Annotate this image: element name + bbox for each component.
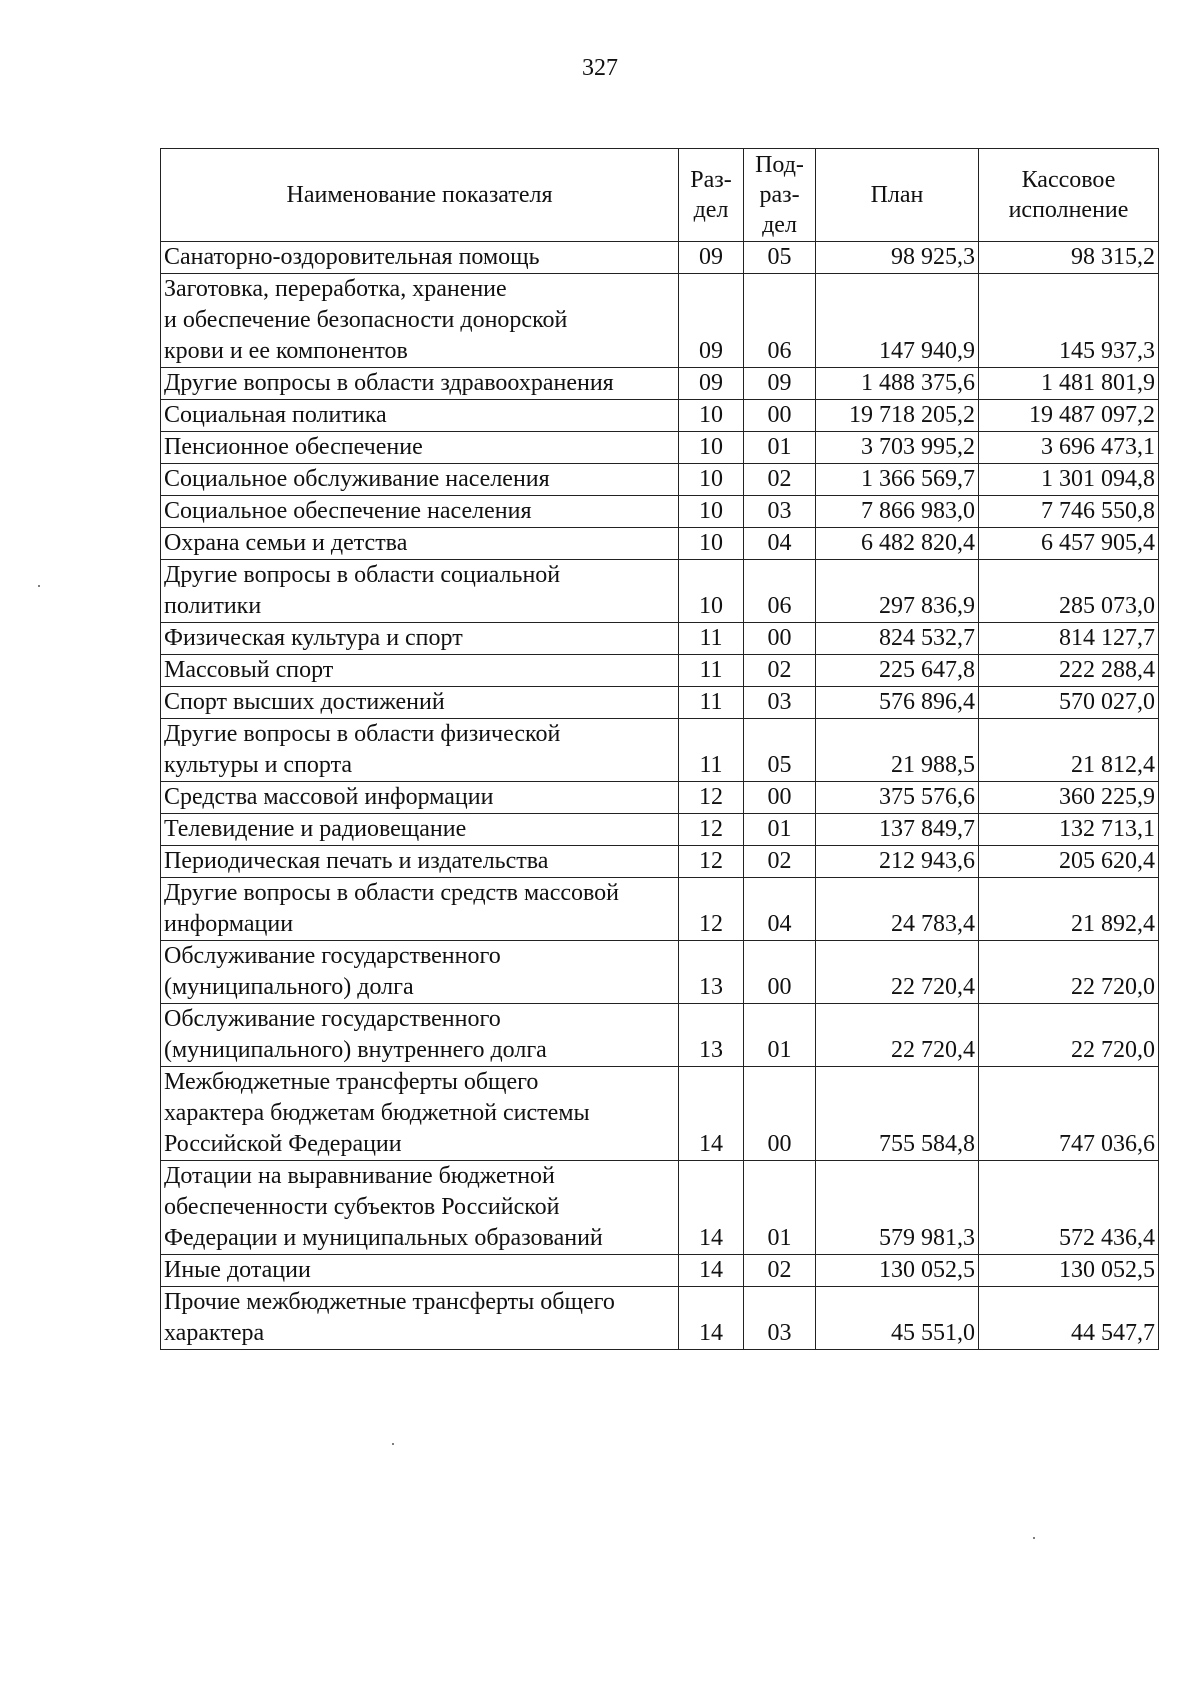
header-cash-execution: Кассовое исполнение	[979, 149, 1159, 242]
cell-plan: 22 720,4	[816, 1004, 979, 1067]
cell-section: 12	[679, 846, 744, 878]
cell-plan: 24 783,4	[816, 878, 979, 941]
table-row	[161, 464, 1159, 496]
cell-subsection: 06	[744, 274, 816, 368]
cell-section: 10	[679, 400, 744, 432]
cell-subsection: 02	[744, 464, 816, 496]
cell-subsection: 01	[744, 1004, 816, 1067]
cell-section: 10	[679, 560, 744, 623]
table-row	[161, 1004, 1159, 1067]
cell-subsection: 03	[744, 496, 816, 528]
cell-cash-execution: 570 027,0	[979, 687, 1159, 719]
cell-cash-execution: 22 720,0	[979, 941, 1159, 1004]
cell-section: 10	[679, 432, 744, 464]
cell-cash-execution: 98 315,2	[979, 242, 1159, 274]
table-row	[161, 623, 1159, 655]
cell-section: 11	[679, 655, 744, 687]
cell-subsection: 00	[744, 1067, 816, 1161]
cell-indicator-name: Другие вопросы в области здравоохранения	[161, 368, 679, 400]
cell-cash-execution: 7 746 550,8	[979, 496, 1159, 528]
cell-indicator-name: Иные дотации	[161, 1255, 679, 1287]
table-row	[161, 687, 1159, 719]
table-row	[161, 400, 1159, 432]
cell-section: 14	[679, 1067, 744, 1161]
cell-plan: 7 866 983,0	[816, 496, 979, 528]
cell-subsection: 00	[744, 941, 816, 1004]
table-header	[161, 149, 1159, 242]
cell-subsection: 00	[744, 782, 816, 814]
cell-subsection: 02	[744, 1255, 816, 1287]
cell-indicator-name: Социальное обеспечение населения	[161, 496, 679, 528]
cell-plan: 297 836,9	[816, 560, 979, 623]
scan-speck	[1033, 1537, 1035, 1539]
budget-table	[160, 148, 1159, 1350]
cell-section: 10	[679, 496, 744, 528]
cell-cash-execution: 285 073,0	[979, 560, 1159, 623]
table-row	[161, 1255, 1159, 1287]
cell-plan: 1 488 375,6	[816, 368, 979, 400]
cell-plan: 755 584,8	[816, 1067, 979, 1161]
cell-plan: 19 718 205,2	[816, 400, 979, 432]
cell-cash-execution: 21 892,4	[979, 878, 1159, 941]
table-row	[161, 528, 1159, 560]
table-body	[161, 242, 1159, 1350]
cell-plan: 137 849,7	[816, 814, 979, 846]
cell-indicator-name: Физическая культура и спорт	[161, 623, 679, 655]
cell-subsection: 09	[744, 368, 816, 400]
cell-section: 11	[679, 623, 744, 655]
cell-cash-execution: 205 620,4	[979, 846, 1159, 878]
cell-plan: 22 720,4	[816, 941, 979, 1004]
cell-cash-execution: 747 036,6	[979, 1067, 1159, 1161]
cell-cash-execution: 21 812,4	[979, 719, 1159, 782]
cell-indicator-name: Заготовка, переработка, хранение и обеспечение безопасности донорской крови и ее компонентов	[161, 274, 679, 368]
cell-section: 14	[679, 1255, 744, 1287]
table-row	[161, 368, 1159, 400]
cell-subsection: 05	[744, 719, 816, 782]
cell-indicator-name: Санаторно-оздоровительная помощь	[161, 242, 679, 274]
cell-cash-execution: 145 937,3	[979, 274, 1159, 368]
table-row	[161, 655, 1159, 687]
cell-section: 09	[679, 274, 744, 368]
header-subsection: Под- раз- дел	[744, 149, 816, 242]
cell-indicator-name: Межбюджетные трансферты общего характера бюджетам бюджетной системы Российской Федерации	[161, 1067, 679, 1161]
cell-subsection: 04	[744, 528, 816, 560]
cell-cash-execution: 1 301 094,8	[979, 464, 1159, 496]
table-row	[161, 1161, 1159, 1255]
cell-indicator-name: Другие вопросы в области физической культуры и спорта	[161, 719, 679, 782]
cell-indicator-name: Массовый спорт	[161, 655, 679, 687]
cell-cash-execution: 44 547,7	[979, 1287, 1159, 1350]
table-row	[161, 1287, 1159, 1350]
cell-plan: 375 576,6	[816, 782, 979, 814]
header-plan: План	[816, 149, 979, 242]
cell-cash-execution: 22 720,0	[979, 1004, 1159, 1067]
cell-indicator-name: Прочие межбюджетные трансферты общего характера	[161, 1287, 679, 1350]
table-row	[161, 432, 1159, 464]
cell-subsection: 05	[744, 242, 816, 274]
table-row	[161, 496, 1159, 528]
cell-cash-execution: 6 457 905,4	[979, 528, 1159, 560]
cell-plan: 225 647,8	[816, 655, 979, 687]
page-number: 327	[582, 55, 618, 81]
cell-indicator-name: Обслуживание государственного (муниципального) долга	[161, 941, 679, 1004]
header-indicator-name: Наименование показателя	[161, 149, 679, 242]
cell-section: 13	[679, 1004, 744, 1067]
header-row	[161, 149, 1159, 242]
table-row	[161, 560, 1159, 623]
cell-section: 13	[679, 941, 744, 1004]
cell-indicator-name: Охрана семьи и детства	[161, 528, 679, 560]
table-row	[161, 242, 1159, 274]
cell-subsection: 01	[744, 432, 816, 464]
cell-plan: 824 532,7	[816, 623, 979, 655]
cell-plan: 576 896,4	[816, 687, 979, 719]
cell-section: 11	[679, 719, 744, 782]
cell-plan: 1 366 569,7	[816, 464, 979, 496]
cell-plan: 45 551,0	[816, 1287, 979, 1350]
cell-indicator-name: Спорт высших достижений	[161, 687, 679, 719]
cell-subsection: 03	[744, 687, 816, 719]
cell-indicator-name: Средства массовой информации	[161, 782, 679, 814]
table-row	[161, 274, 1159, 368]
cell-subsection: 02	[744, 846, 816, 878]
table-row	[161, 846, 1159, 878]
cell-indicator-name: Телевидение и радиовещание	[161, 814, 679, 846]
cell-plan: 6 482 820,4	[816, 528, 979, 560]
cell-subsection: 00	[744, 623, 816, 655]
cell-plan: 3 703 995,2	[816, 432, 979, 464]
table-row	[161, 1067, 1159, 1161]
cell-cash-execution: 132 713,1	[979, 814, 1159, 846]
header-section: Раз- дел	[679, 149, 744, 242]
cell-indicator-name: Обслуживание государственного (муниципального) внутреннего долга	[161, 1004, 679, 1067]
cell-cash-execution: 130 052,5	[979, 1255, 1159, 1287]
cell-subsection: 04	[744, 878, 816, 941]
cell-section: 11	[679, 687, 744, 719]
cell-section: 14	[679, 1161, 744, 1255]
cell-indicator-name: Другие вопросы в области социальной политики	[161, 560, 679, 623]
cell-cash-execution: 1 481 801,9	[979, 368, 1159, 400]
cell-subsection: 06	[744, 560, 816, 623]
cell-plan: 21 988,5	[816, 719, 979, 782]
cell-subsection: 02	[744, 655, 816, 687]
cell-section: 14	[679, 1287, 744, 1350]
table-row	[161, 941, 1159, 1004]
cell-cash-execution: 222 288,4	[979, 655, 1159, 687]
table-row	[161, 782, 1159, 814]
table-row	[161, 719, 1159, 782]
cell-cash-execution: 19 487 097,2	[979, 400, 1159, 432]
cell-cash-execution: 360 225,9	[979, 782, 1159, 814]
table-row	[161, 878, 1159, 941]
cell-section: 12	[679, 878, 744, 941]
scan-speck	[392, 1443, 394, 1445]
cell-indicator-name: Социальная политика	[161, 400, 679, 432]
cell-subsection: 01	[744, 1161, 816, 1255]
cell-subsection: 03	[744, 1287, 816, 1350]
cell-section: 12	[679, 782, 744, 814]
cell-cash-execution: 572 436,4	[979, 1161, 1159, 1255]
cell-subsection: 00	[744, 400, 816, 432]
cell-plan: 130 052,5	[816, 1255, 979, 1287]
cell-indicator-name: Дотации на выравнивание бюджетной обеспеченности субъектов Российской Федерации и муниципальных образований	[161, 1161, 679, 1255]
cell-indicator-name: Периодическая печать и издательства	[161, 846, 679, 878]
cell-cash-execution: 814 127,7	[979, 623, 1159, 655]
cell-section: 09	[679, 242, 744, 274]
cell-cash-execution: 3 696 473,1	[979, 432, 1159, 464]
cell-section: 10	[679, 464, 744, 496]
cell-indicator-name: Другие вопросы в области средств массовой информации	[161, 878, 679, 941]
scan-speck	[38, 585, 40, 587]
cell-plan: 579 981,3	[816, 1161, 979, 1255]
cell-plan: 147 940,9	[816, 274, 979, 368]
cell-section: 12	[679, 814, 744, 846]
cell-subsection: 01	[744, 814, 816, 846]
cell-indicator-name: Пенсионное обеспечение	[161, 432, 679, 464]
cell-section: 10	[679, 528, 744, 560]
cell-plan: 98 925,3	[816, 242, 979, 274]
cell-section: 09	[679, 368, 744, 400]
cell-indicator-name: Социальное обслуживание населения	[161, 464, 679, 496]
table-row	[161, 814, 1159, 846]
cell-plan: 212 943,6	[816, 846, 979, 878]
